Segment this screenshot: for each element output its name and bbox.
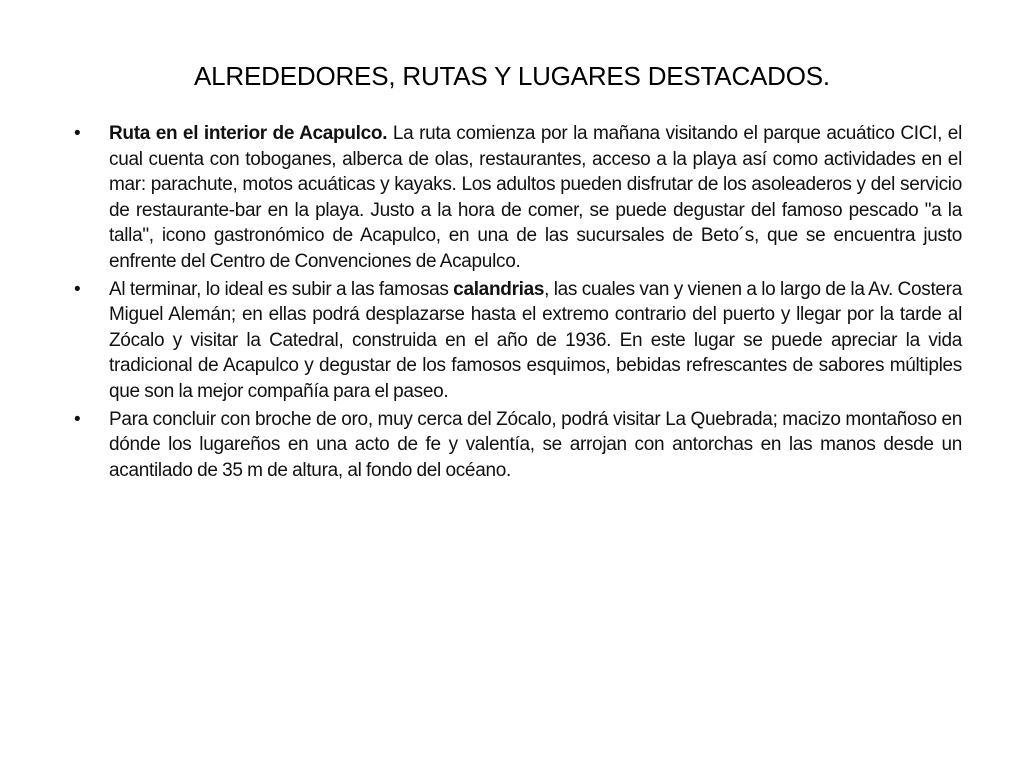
bullet-text: La ruta comienza por la mañana visitando el parque acuático CICI, el cual cuenta con toboganes, alberca de olas, restaurantes, acceso a la playa así como actividades en el mar: parachute, motos acuáticas y kayaks. Los adultos pueden disfrutar de los asoleaderos y del servicio de restaurante-bar en la playa. Justo a la hora de comer, se puede degustar del famoso pescado "a la talla", icono gastronómico de Acapulco, en una de las sucursales de Beto´s, que se encuentra justo enfrente del Centro de Convenciones de Acapulco. [109,123,962,272]
bullet-item-route [70,121,962,275]
bullet-bold-lead: Ruta en el interior de Acapulco. [109,123,388,144]
bullet-text-after: , las cuales van y vienen a lo largo de la Av. Costera Miguel Alemán; en ellas podrá desplazarse hasta el extremo contrario del puerto y llegar por la tarde al Zócalo y visitar la Catedral, construida en el año de 1936. En este lugar se puede apreciar la vida tradicional de Acapulco y degustar de los famosos esquimos, bebidas refrescantes de sabores múltiples que son la mejor compañía para el paseo. [109,278,962,402]
bullet-icon: • [74,408,81,430]
bullet-bold-word: calandrias [453,278,545,300]
bullet-icon: • [74,278,81,300]
bullet-item-calandrias [70,277,962,405]
slide-title: ALREDEDORES, RUTAS Y LUGARES DESTACADOS. [194,61,830,91]
bullet-text-before: Al terminar, lo ideal es subir a las famosas [109,278,454,300]
bullet-list [70,121,962,485]
bullet-icon: • [74,123,81,144]
bullet-text: Para concluir con broche de oro, muy cerca del Zócalo, podrá visitar La Quebrada; macizo montañoso en dónde los lugareños en una acto de fe y valentía, se arrojan con antorchas en las manos desde un acantilado de 35 m de altura, al fondo del océano. [109,408,962,481]
bullet-item-quebrada [70,407,962,484]
